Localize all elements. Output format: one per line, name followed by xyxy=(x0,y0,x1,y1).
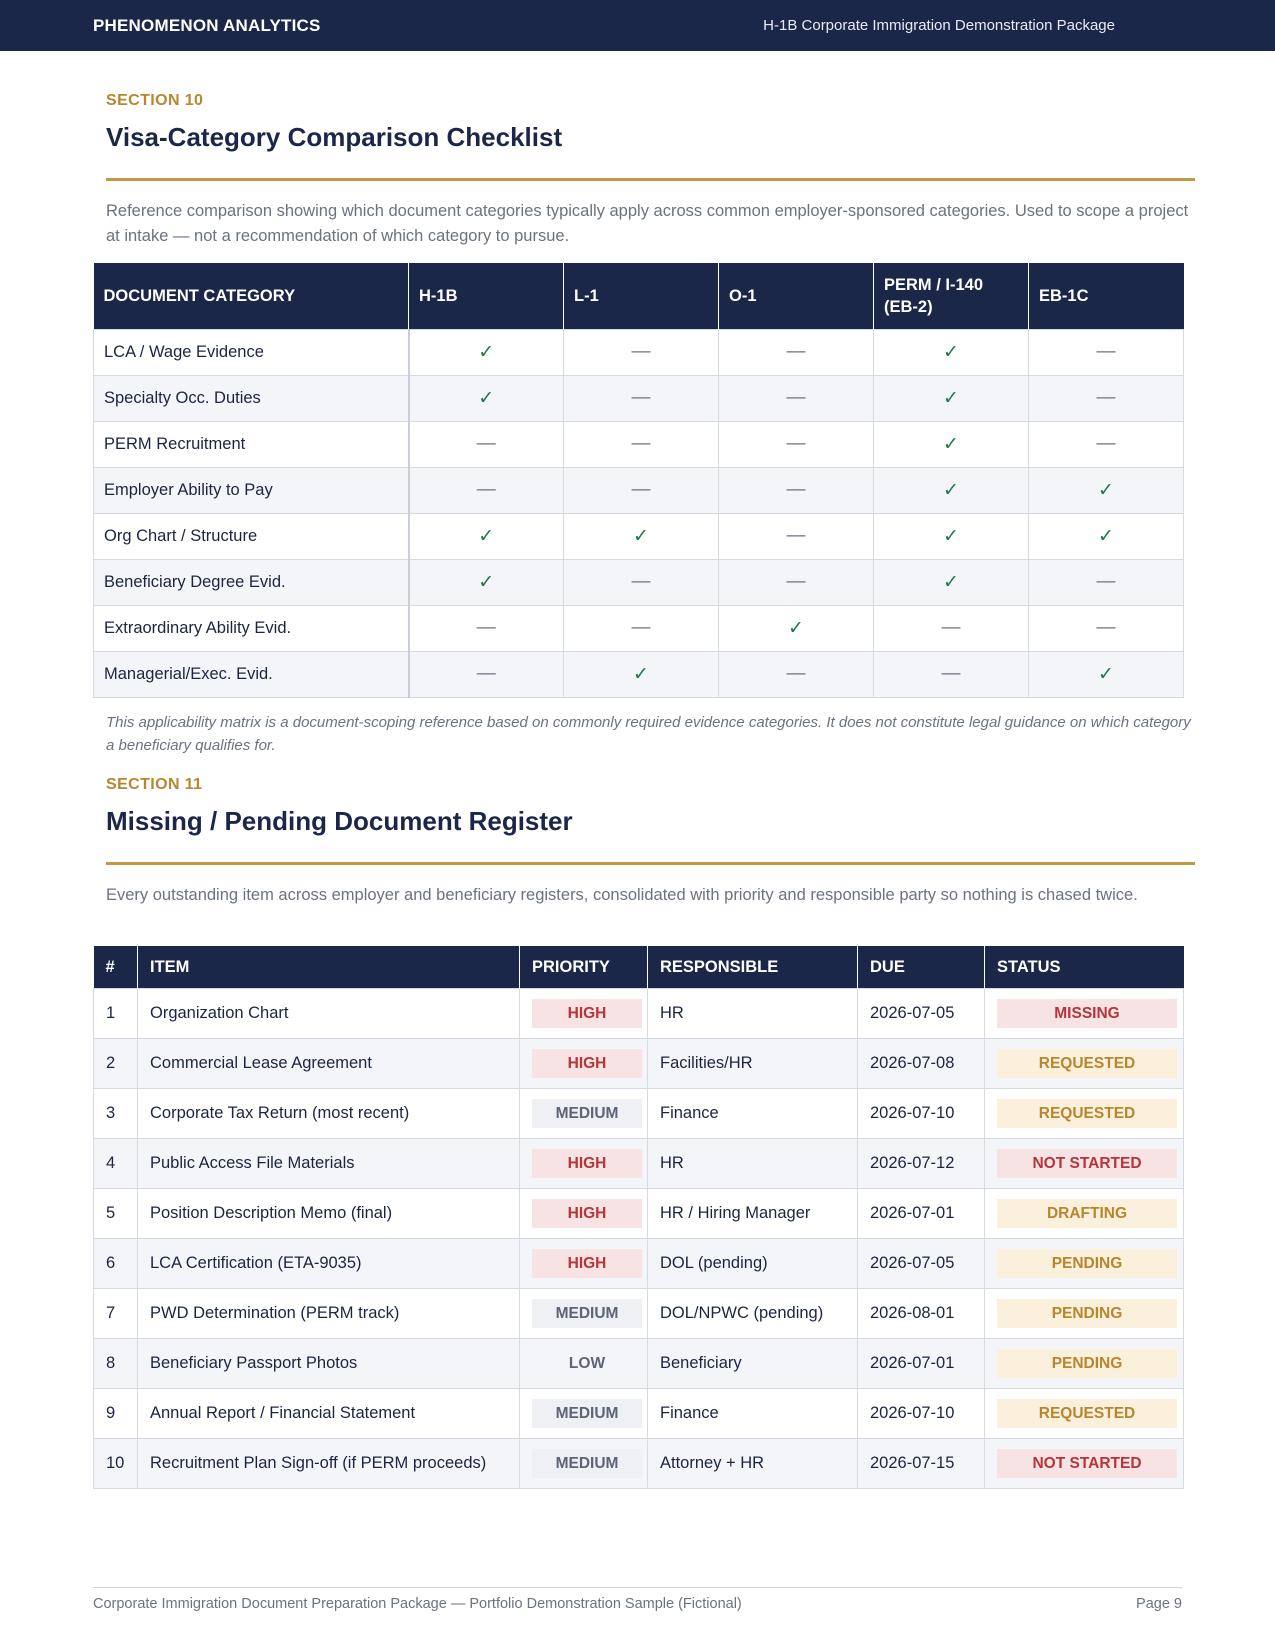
status-cell xyxy=(985,1288,1184,1338)
priority-badge: LOW xyxy=(568,1354,606,1372)
section-11-divider xyxy=(106,862,1195,865)
column-header: STATUS xyxy=(985,946,1184,988)
item-cell: Commercial Lease Agreement xyxy=(138,1038,520,1088)
status-cell xyxy=(985,1338,1184,1388)
column-header: # xyxy=(94,946,138,988)
applicability-cell xyxy=(409,559,564,605)
applicability-cell xyxy=(409,421,564,467)
applicability-cell xyxy=(719,421,874,467)
status-cell xyxy=(985,1038,1184,1088)
row-number: 4 xyxy=(94,1138,138,1188)
document-category-cell: LCA / Wage Evidence xyxy=(94,329,409,375)
applicability-cell xyxy=(719,559,874,605)
applicability-cell xyxy=(409,375,564,421)
applicability-cell xyxy=(874,605,1029,651)
due-date-cell: 2026-07-05 xyxy=(858,988,985,1038)
applicability-cell xyxy=(409,651,564,697)
priority-badge: MEDIUM xyxy=(532,1399,642,1428)
table-header-row xyxy=(94,263,1184,329)
applicability-cell xyxy=(719,651,874,697)
check-icon: ✓ xyxy=(1098,479,1114,501)
status-cell xyxy=(985,1388,1184,1438)
table-row xyxy=(94,467,1184,513)
applicability-cell xyxy=(874,513,1029,559)
dash-icon: — xyxy=(941,617,961,638)
applicability-cell xyxy=(409,467,564,513)
table-row xyxy=(94,559,1184,605)
responsible-cell: DOL (pending) xyxy=(648,1238,858,1288)
dash-icon: — xyxy=(631,433,651,454)
check-icon: ✓ xyxy=(478,525,495,547)
dash-icon: — xyxy=(476,433,496,454)
priority-cell xyxy=(520,1338,648,1388)
status-badge: NOT STARTED xyxy=(997,1149,1177,1178)
visa-comparison-table xyxy=(93,263,1184,698)
dash-icon: — xyxy=(941,663,961,684)
priority-cell xyxy=(520,1138,648,1188)
status-badge: REQUESTED xyxy=(997,1049,1177,1078)
applicability-cell xyxy=(564,421,719,467)
check-icon: ✓ xyxy=(943,341,959,363)
status-badge: NOT STARTED xyxy=(997,1449,1177,1478)
dash-icon: — xyxy=(786,663,806,684)
footer-divider xyxy=(93,1587,1182,1588)
applicability-cell xyxy=(1029,421,1184,467)
priority-badge: MEDIUM xyxy=(532,1449,642,1478)
applicability-cell xyxy=(874,421,1029,467)
applicability-cell xyxy=(719,467,874,513)
responsible-cell: HR / Hiring Manager xyxy=(648,1188,858,1238)
check-icon: ✓ xyxy=(943,525,959,547)
table-row xyxy=(94,375,1184,421)
table-row xyxy=(94,1388,1184,1438)
applicability-cell xyxy=(1029,651,1184,697)
due-date-cell: 2026-07-08 xyxy=(858,1038,985,1088)
applicability-cell xyxy=(564,605,719,651)
status-badge: DRAFTING xyxy=(997,1199,1177,1228)
dash-icon: — xyxy=(786,341,806,362)
status-cell xyxy=(985,988,1184,1038)
item-cell: Annual Report / Financial Statement xyxy=(138,1388,520,1438)
table-row xyxy=(94,1088,1184,1138)
row-number: 10 xyxy=(94,1438,138,1488)
row-number: 3 xyxy=(94,1088,138,1138)
applicability-cell xyxy=(1029,513,1184,559)
check-icon: ✓ xyxy=(1098,663,1114,685)
document-title: H-1B Corporate Immigration Demonstration Package xyxy=(763,17,1115,34)
check-icon: ✓ xyxy=(943,571,959,593)
section-11-title: Missing / Pending Document Register xyxy=(106,806,573,836)
applicability-cell xyxy=(409,513,564,559)
responsible-cell: Finance xyxy=(648,1388,858,1438)
document-register-table xyxy=(93,946,1184,1489)
table-row xyxy=(94,1188,1184,1238)
applicability-cell xyxy=(1029,559,1184,605)
check-icon: ✓ xyxy=(478,387,495,409)
due-date-cell: 2026-07-05 xyxy=(858,1238,985,1288)
column-header: O-1 xyxy=(719,263,874,329)
check-icon: ✓ xyxy=(1098,525,1114,547)
responsible-cell: DOL/NPWC (pending) xyxy=(648,1288,858,1338)
dash-icon: — xyxy=(1096,571,1116,592)
applicability-cell xyxy=(564,467,719,513)
dash-icon: — xyxy=(631,617,651,638)
dash-icon: — xyxy=(1096,387,1116,408)
item-cell: Position Description Memo (final) xyxy=(138,1188,520,1238)
applicability-cell xyxy=(564,375,719,421)
dash-icon: — xyxy=(476,663,496,684)
check-icon: ✓ xyxy=(633,663,649,685)
applicability-cell xyxy=(1029,329,1184,375)
priority-cell xyxy=(520,1038,648,1088)
status-cell xyxy=(985,1088,1184,1138)
status-badge: REQUESTED xyxy=(997,1099,1177,1128)
table-header-row xyxy=(94,946,1184,988)
column-header: H-1B xyxy=(409,263,564,329)
item-cell: PWD Determination (PERM track) xyxy=(138,1288,520,1338)
table-row xyxy=(94,1438,1184,1488)
status-badge: PENDING xyxy=(997,1349,1177,1378)
document-category-cell: Specialty Occ. Duties xyxy=(94,375,409,421)
dash-icon: — xyxy=(786,479,806,500)
priority-badge: MEDIUM xyxy=(532,1099,642,1128)
due-date-cell: 2026-08-01 xyxy=(858,1288,985,1338)
due-date-cell: 2026-07-10 xyxy=(858,1088,985,1138)
status-cell xyxy=(985,1438,1184,1488)
row-number: 7 xyxy=(94,1288,138,1338)
document-category-cell: Org Chart / Structure xyxy=(94,513,409,559)
due-date-cell: 2026-07-01 xyxy=(858,1188,985,1238)
page-number: Page 9 xyxy=(1136,1596,1182,1612)
dash-icon: — xyxy=(631,571,651,592)
applicability-cell xyxy=(719,329,874,375)
table-row xyxy=(94,651,1184,697)
due-date-cell: 2026-07-10 xyxy=(858,1388,985,1438)
document-category-cell: Extraordinary Ability Evid. xyxy=(94,605,409,651)
applicability-cell xyxy=(409,605,564,651)
document-category-cell: Managerial/Exec. Evid. xyxy=(94,651,409,697)
priority-cell xyxy=(520,1188,648,1238)
status-cell xyxy=(985,1238,1184,1288)
table-row xyxy=(94,1238,1184,1288)
dash-icon: — xyxy=(786,525,806,546)
table-row xyxy=(94,1138,1184,1188)
item-cell: Public Access File Materials xyxy=(138,1138,520,1188)
dash-icon: — xyxy=(786,571,806,592)
status-badge: REQUESTED xyxy=(997,1399,1177,1428)
dash-icon: — xyxy=(476,479,496,500)
due-date-cell: 2026-07-15 xyxy=(858,1438,985,1488)
responsible-cell: Beneficiary xyxy=(648,1338,858,1388)
column-header: PRIORITY xyxy=(520,946,648,988)
item-cell: LCA Certification (ETA-9035) xyxy=(138,1238,520,1288)
section-10-intro: Reference comparison showing which document categories typically apply across common employer-sponsored categories. Used to scope a project at intake — not a recommendation of which category to pursue. xyxy=(106,202,1189,245)
priority-badge: HIGH xyxy=(532,1049,642,1078)
applicability-cell xyxy=(564,559,719,605)
priority-badge: HIGH xyxy=(532,1149,642,1178)
table-row xyxy=(94,513,1184,559)
applicability-cell xyxy=(719,605,874,651)
row-number: 1 xyxy=(94,988,138,1038)
table-row xyxy=(94,1038,1184,1088)
priority-cell xyxy=(520,988,648,1038)
section-11-intro: Every outstanding item across employer and beneficiary registers, consolidated with priority and responsible party so nothing is chased twice. xyxy=(106,886,1138,904)
column-header: DUE xyxy=(858,946,985,988)
applicability-cell xyxy=(564,513,719,559)
applicability-cell xyxy=(1029,375,1184,421)
row-number: 8 xyxy=(94,1338,138,1388)
status-cell xyxy=(985,1188,1184,1238)
page-header xyxy=(0,0,1275,51)
section-10-divider xyxy=(106,178,1195,181)
table-row xyxy=(94,605,1184,651)
item-cell: Recruitment Plan Sign-off (if PERM proceeds) xyxy=(138,1438,520,1488)
priority-badge: MEDIUM xyxy=(532,1299,642,1328)
status-badge: MISSING xyxy=(997,999,1177,1028)
applicability-cell xyxy=(1029,467,1184,513)
applicability-cell xyxy=(1029,605,1184,651)
priority-badge: HIGH xyxy=(532,1249,642,1278)
check-icon: ✓ xyxy=(633,525,649,547)
brand-name: PHENOMENON ANALYTICS xyxy=(93,15,321,35)
document-category-cell: Beneficiary Degree Evid. xyxy=(94,559,409,605)
responsible-cell: HR xyxy=(648,988,858,1038)
column-header: L-1 xyxy=(564,263,719,329)
dash-icon: — xyxy=(1096,433,1116,454)
due-date-cell: 2026-07-12 xyxy=(858,1138,985,1188)
item-cell: Corporate Tax Return (most recent) xyxy=(138,1088,520,1138)
table-row xyxy=(94,1288,1184,1338)
dash-icon: — xyxy=(476,617,496,638)
check-icon: ✓ xyxy=(943,433,959,455)
responsible-cell: Attorney + HR xyxy=(648,1438,858,1488)
document-category-cell: PERM Recruitment xyxy=(94,421,409,467)
applicability-cell xyxy=(409,329,564,375)
priority-badge: HIGH xyxy=(532,999,642,1028)
priority-cell xyxy=(520,1388,648,1438)
row-number: 6 xyxy=(94,1238,138,1288)
check-icon: ✓ xyxy=(943,387,959,409)
section-10-label: SECTION 10 xyxy=(106,92,204,109)
table-row xyxy=(94,1338,1184,1388)
row-number: 9 xyxy=(94,1388,138,1438)
priority-cell xyxy=(520,1238,648,1288)
column-header: EB-1C xyxy=(1029,263,1184,329)
row-number: 2 xyxy=(94,1038,138,1088)
item-cell: Beneficiary Passport Photos xyxy=(138,1338,520,1388)
status-badge: PENDING xyxy=(997,1249,1177,1278)
applicability-cell xyxy=(874,467,1029,513)
status-badge: PENDING xyxy=(997,1299,1177,1328)
column-header: ITEM xyxy=(138,946,520,988)
priority-badge: HIGH xyxy=(532,1199,642,1228)
dash-icon: — xyxy=(631,341,651,362)
column-header: PERM / I-140 (EB-2) xyxy=(874,263,1029,329)
dash-icon: — xyxy=(1096,617,1116,638)
section-10-note: This applicability matrix is a document-scoping reference based on commonly required evidence categories. It does not constitute legal guidance on which category a beneficiary qualifies for. xyxy=(106,714,1191,754)
table-row xyxy=(94,329,1184,375)
check-icon: ✓ xyxy=(478,341,495,363)
dash-icon: — xyxy=(631,387,651,408)
priority-cell xyxy=(520,1088,648,1138)
applicability-cell xyxy=(874,651,1029,697)
responsible-cell: HR xyxy=(648,1138,858,1188)
status-cell xyxy=(985,1138,1184,1188)
section-10-title: Visa-Category Comparison Checklist xyxy=(106,122,563,152)
section-11-label: SECTION 11 xyxy=(106,776,203,793)
check-icon: ✓ xyxy=(943,479,959,501)
applicability-cell xyxy=(719,513,874,559)
applicability-cell xyxy=(564,651,719,697)
responsible-cell: Finance xyxy=(648,1088,858,1138)
check-icon: ✓ xyxy=(788,617,804,639)
row-number: 5 xyxy=(94,1188,138,1238)
footer-text: Corporate Immigration Document Preparation Package — Portfolio Demonstration Sample (Fictional) xyxy=(93,1596,742,1612)
document-category-cell: Employer Ability to Pay xyxy=(94,467,409,513)
priority-cell xyxy=(520,1288,648,1338)
dash-icon: — xyxy=(1096,341,1116,362)
priority-cell xyxy=(520,1438,648,1488)
check-icon: ✓ xyxy=(478,571,495,593)
due-date-cell: 2026-07-01 xyxy=(858,1338,985,1388)
applicability-cell xyxy=(719,375,874,421)
item-cell: Organization Chart xyxy=(138,988,520,1038)
applicability-cell xyxy=(874,375,1029,421)
column-header: DOCUMENT CATEGORY xyxy=(94,263,409,329)
applicability-cell xyxy=(564,329,719,375)
dash-icon: — xyxy=(631,479,651,500)
responsible-cell: Facilities/HR xyxy=(648,1038,858,1088)
applicability-cell xyxy=(874,329,1029,375)
table-row xyxy=(94,988,1184,1038)
table-row xyxy=(94,421,1184,467)
dash-icon: — xyxy=(786,387,806,408)
column-header: RESPONSIBLE xyxy=(648,946,858,988)
applicability-cell xyxy=(874,559,1029,605)
dash-icon: — xyxy=(786,433,806,454)
